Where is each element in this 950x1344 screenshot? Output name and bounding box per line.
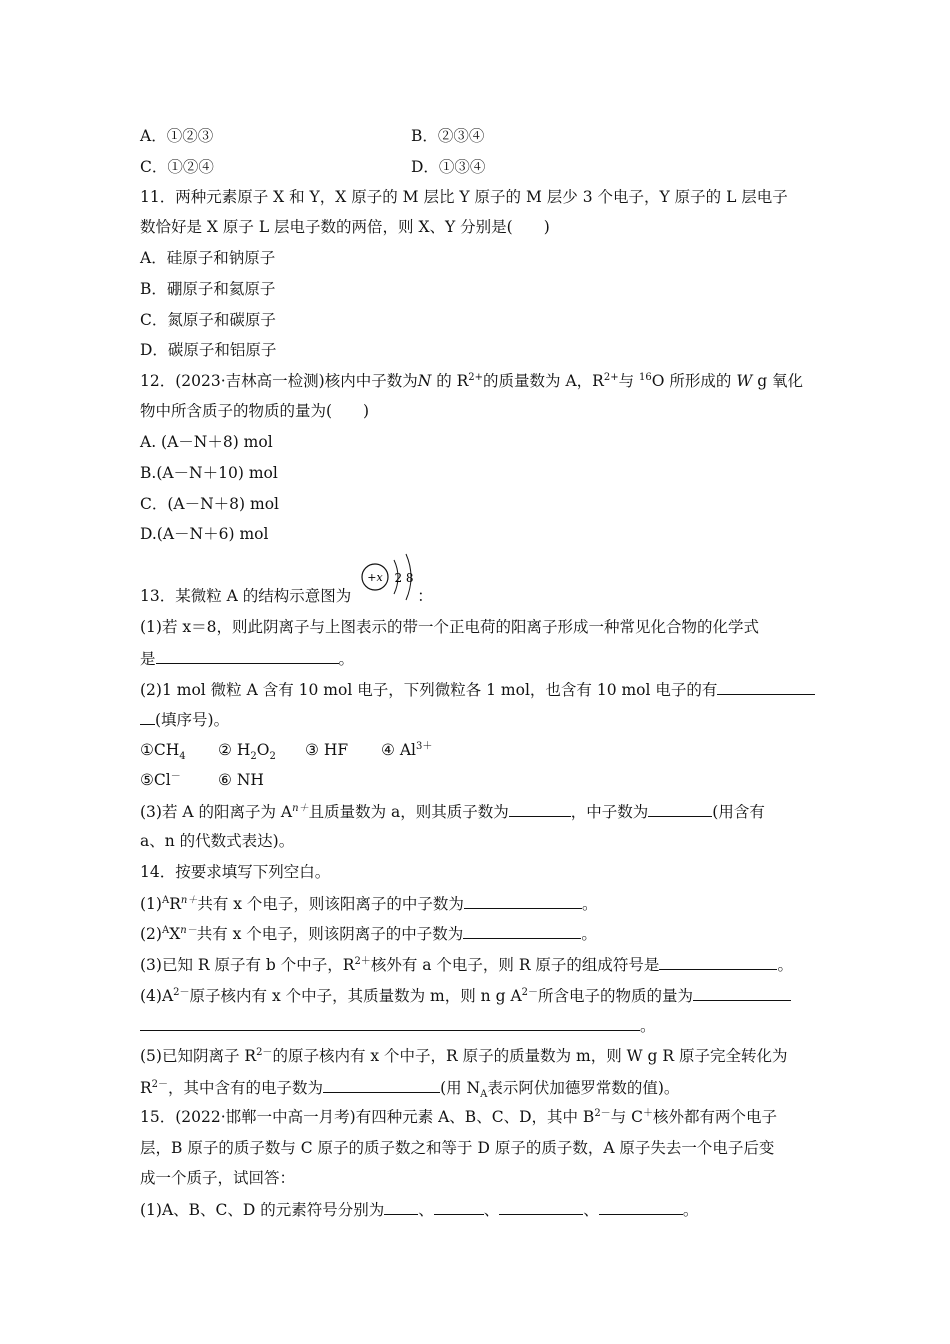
choice-text: O bbox=[256, 741, 270, 759]
q12-charge: 2+ bbox=[468, 371, 484, 383]
superscript: n－ bbox=[180, 924, 197, 936]
superscript: ＋ bbox=[642, 1107, 653, 1119]
choice-text: ①CH bbox=[140, 741, 180, 759]
q13-part2-line-2 bbox=[140, 709, 229, 730]
q15-text: 与 C bbox=[610, 1108, 643, 1126]
choice-4 bbox=[381, 740, 432, 760]
choice-3: ③ HF bbox=[305, 741, 349, 759]
q13-text: (填序号)。 bbox=[155, 711, 230, 729]
q14-text: (用 N bbox=[440, 1079, 481, 1097]
q15-part1 bbox=[140, 1199, 698, 1220]
q15-text: 。 bbox=[682, 1201, 699, 1219]
q14-text: R bbox=[140, 1079, 152, 1097]
choice-6: ⑥ NH bbox=[218, 771, 264, 789]
q12-text: 的 R bbox=[431, 372, 469, 390]
q14-part2 bbox=[140, 923, 597, 944]
q11-option-c: C．氮原子和碳原子 bbox=[140, 311, 276, 329]
answer-blank[interactable] bbox=[434, 1199, 484, 1215]
q14-part4-line-2 bbox=[140, 1015, 656, 1036]
q15-text: 核外都有两个电子 bbox=[652, 1108, 777, 1126]
q14-part5-line-2 bbox=[140, 1077, 680, 1101]
q14-text: 。 bbox=[777, 956, 793, 974]
separator: 、 bbox=[583, 1201, 599, 1219]
q14-text: 共有 x 个电子，则该阴离子的中子数为 bbox=[196, 925, 464, 943]
q14-text: (3)已知 R 原子有 b 个中子，R bbox=[140, 956, 355, 974]
q13-text: (用含有 bbox=[712, 803, 765, 821]
q13-part1-line-1: (1)若 x＝8，则此阴离子与上图表示的带一个正电荷的阳离子形成一种常见化合物的化学式 bbox=[140, 618, 759, 636]
choice-text: ⑤Cl bbox=[140, 771, 171, 789]
superscript: A bbox=[161, 894, 170, 906]
q13-part1-line-2 bbox=[140, 648, 354, 669]
q12-charge: 2+ bbox=[603, 371, 619, 383]
superscript: － bbox=[170, 770, 181, 782]
superscript: 2－ bbox=[173, 986, 190, 998]
q14-text: ，其中含有的电子数为 bbox=[168, 1079, 324, 1097]
answer-blank[interactable] bbox=[140, 709, 155, 725]
q12-mass-number: 16 bbox=[639, 371, 652, 383]
superscript: A bbox=[161, 924, 170, 936]
q12-text: g 氧化 bbox=[752, 372, 804, 390]
q13-stem-end: ： bbox=[417, 587, 433, 605]
answer-blank[interactable] bbox=[693, 985, 791, 1001]
answer-blank[interactable] bbox=[140, 1015, 640, 1031]
shell-electron-counts: 2 8 bbox=[394, 571, 414, 585]
answer-blank[interactable] bbox=[599, 1199, 683, 1215]
q13-choices-row-1 bbox=[140, 740, 433, 763]
q11-stem-line-2: 数恰好是 X 原子 L 层电子数的两倍，则 X、Y 分别是( ) bbox=[140, 218, 550, 236]
choice-5 bbox=[140, 771, 181, 789]
q15-text: 15．(2022·邯郸一中高一月考)有四种元素 A、B、C、D，其中 B bbox=[140, 1108, 595, 1126]
q15-stem-line-1 bbox=[140, 1107, 777, 1127]
subscript: 4 bbox=[179, 751, 186, 763]
q10-options-row-2 bbox=[140, 157, 486, 177]
q13-text: ，中子数为 bbox=[570, 803, 649, 821]
answer-blank[interactable] bbox=[509, 801, 571, 817]
q14-part5-line-1 bbox=[140, 1046, 788, 1066]
separator: 、 bbox=[418, 1201, 434, 1219]
q14-text: 原子核内有 x 个中子，其质量数为 m，则 n g A bbox=[189, 987, 522, 1005]
q11-option-a: A．硅原子和钠原子 bbox=[140, 249, 276, 267]
choice-1 bbox=[140, 741, 186, 763]
q14-part3 bbox=[140, 954, 793, 975]
subscript: 2 bbox=[269, 751, 276, 763]
superscript: 3＋ bbox=[415, 740, 433, 752]
q11-option-b: B．硼原子和氦原子 bbox=[140, 280, 276, 298]
q15-stem-line-2: 层，B 原子的质子数与 C 原子的质子数之和等于 D 原子的质子数，A 原子失去一个电子后变 bbox=[140, 1139, 775, 1157]
q13-text: (3)若 A 的阳离子为 A bbox=[140, 803, 293, 821]
q10-option-d: D．①③④ bbox=[411, 158, 486, 176]
q14-stem: 14．按要求填写下列空白。 bbox=[140, 863, 331, 881]
answer-blank[interactable] bbox=[323, 1077, 440, 1093]
q12-option-c: C．(A－N＋8) mol bbox=[140, 495, 279, 513]
answer-blank[interactable] bbox=[659, 954, 777, 970]
q13-text: 。 bbox=[338, 650, 355, 668]
q14-text: 表示阿伏加德罗常数的值)。 bbox=[487, 1079, 680, 1097]
q12-option-d: D.(A－N＋6) mol bbox=[140, 525, 269, 543]
choice-text: ② H bbox=[218, 741, 251, 759]
q14-text: (5)已知阴离子 R bbox=[140, 1047, 257, 1065]
q10-option-b: B．②③④ bbox=[411, 127, 485, 145]
q15-stem-line-3: 成一个质子，试回答： bbox=[140, 1169, 296, 1187]
q14-text: X bbox=[169, 925, 181, 943]
q12-text: 的质量数为 A，R bbox=[483, 372, 604, 390]
q10-option-a: A．①②③ bbox=[140, 127, 214, 145]
q10-options-row-1 bbox=[140, 126, 485, 146]
q14-part1 bbox=[140, 893, 597, 914]
q14-text: 。 bbox=[640, 1017, 656, 1035]
subscript: 2 bbox=[250, 751, 257, 763]
q14-text: 。 bbox=[581, 925, 597, 943]
q13-stem-text: 13．某微粒 A 的结构示意图为 bbox=[140, 587, 352, 605]
answer-blank[interactable] bbox=[464, 893, 582, 909]
q13-text: (2)1 mol 微粒 A 含有 10 mol 电子，下列微粒各 1 mol，也含有 10 mol 电子的有 bbox=[140, 681, 718, 699]
q12-stem-line-1 bbox=[140, 371, 803, 391]
q14-text: 。 bbox=[581, 895, 598, 913]
subscript: A bbox=[480, 1089, 488, 1101]
answer-blank[interactable] bbox=[717, 679, 815, 695]
q12-text: 与 bbox=[618, 372, 640, 390]
q14-text: 所含电子的物质的量为 bbox=[538, 987, 694, 1005]
q13-part3-line-1 bbox=[140, 801, 765, 822]
q11-stem-line-1: 11．两种元素原子 X 和 Y，X 原子的 M 层比 Y 原子的 M 层少 3 个电子，Y 原子的 L 层电子 bbox=[140, 188, 788, 206]
atom-structure-diagram bbox=[358, 552, 426, 602]
answer-blank[interactable] bbox=[463, 923, 581, 939]
nucleus-charge: +x bbox=[367, 571, 383, 584]
q10-option-c: C．①②④ bbox=[140, 158, 214, 176]
choice-2 bbox=[218, 740, 276, 763]
q12-stem-line-2: 物中所含质子的物质的量为( ) bbox=[140, 402, 370, 420]
q13-text: 是 bbox=[140, 650, 156, 668]
q12-text: 12．(2023·吉林高一检测)核内中子数为 bbox=[140, 372, 418, 390]
answer-blank[interactable] bbox=[156, 648, 339, 664]
q14-text: (2) bbox=[140, 925, 162, 943]
q13-part2-line-1 bbox=[140, 679, 815, 700]
q13-part3-line-2: a、n 的代数式表达)。 bbox=[140, 832, 295, 850]
q12-option-b: B.(A－N＋10) mol bbox=[140, 464, 278, 482]
superscript: 2－ bbox=[256, 1046, 273, 1058]
q11-option-d: D．碳原子和铝原子 bbox=[140, 341, 277, 359]
superscript: 2－ bbox=[521, 986, 539, 998]
superscript: 2－ bbox=[594, 1107, 611, 1119]
q13-choices-row-2 bbox=[140, 770, 264, 790]
q14-text: 共有 x 个电子，则该阳离子的中子数为 bbox=[197, 895, 464, 913]
superscript: n＋ bbox=[292, 802, 309, 814]
answer-blank[interactable] bbox=[499, 1199, 583, 1215]
q14-text: 核外有 a 个电子，则 R 原子的组成符号是 bbox=[370, 956, 660, 974]
q12-text: O 所形成的 bbox=[651, 372, 732, 390]
answer-blank[interactable] bbox=[648, 801, 712, 817]
separator: 、 bbox=[483, 1201, 500, 1219]
q14-text: (1) bbox=[140, 895, 162, 913]
q13-text: 且质量数为 a，则其质子数为 bbox=[308, 803, 509, 821]
q12-option-a: A. (A－N＋8) mol bbox=[140, 433, 273, 451]
q14-text: (4)A bbox=[140, 987, 174, 1005]
q14-part4-line-1 bbox=[140, 985, 791, 1006]
q14-text: 的原子核内有 x 个中子，R 原子的质量数为 m，则 W g R 原子完全转化为 bbox=[272, 1047, 788, 1065]
superscript: 2＋ bbox=[354, 955, 371, 967]
choice-text: ④ Al bbox=[381, 741, 416, 759]
q14-text: R bbox=[169, 895, 181, 913]
q12-var-n: N bbox=[417, 372, 432, 390]
superscript: n＋ bbox=[180, 894, 198, 906]
q15-text: (1)A、B、C、D 的元素符号分别为 bbox=[140, 1201, 385, 1219]
superscript: 2－ bbox=[151, 1078, 169, 1090]
answer-blank[interactable] bbox=[384, 1199, 418, 1215]
q12-var-w: W bbox=[736, 372, 753, 390]
